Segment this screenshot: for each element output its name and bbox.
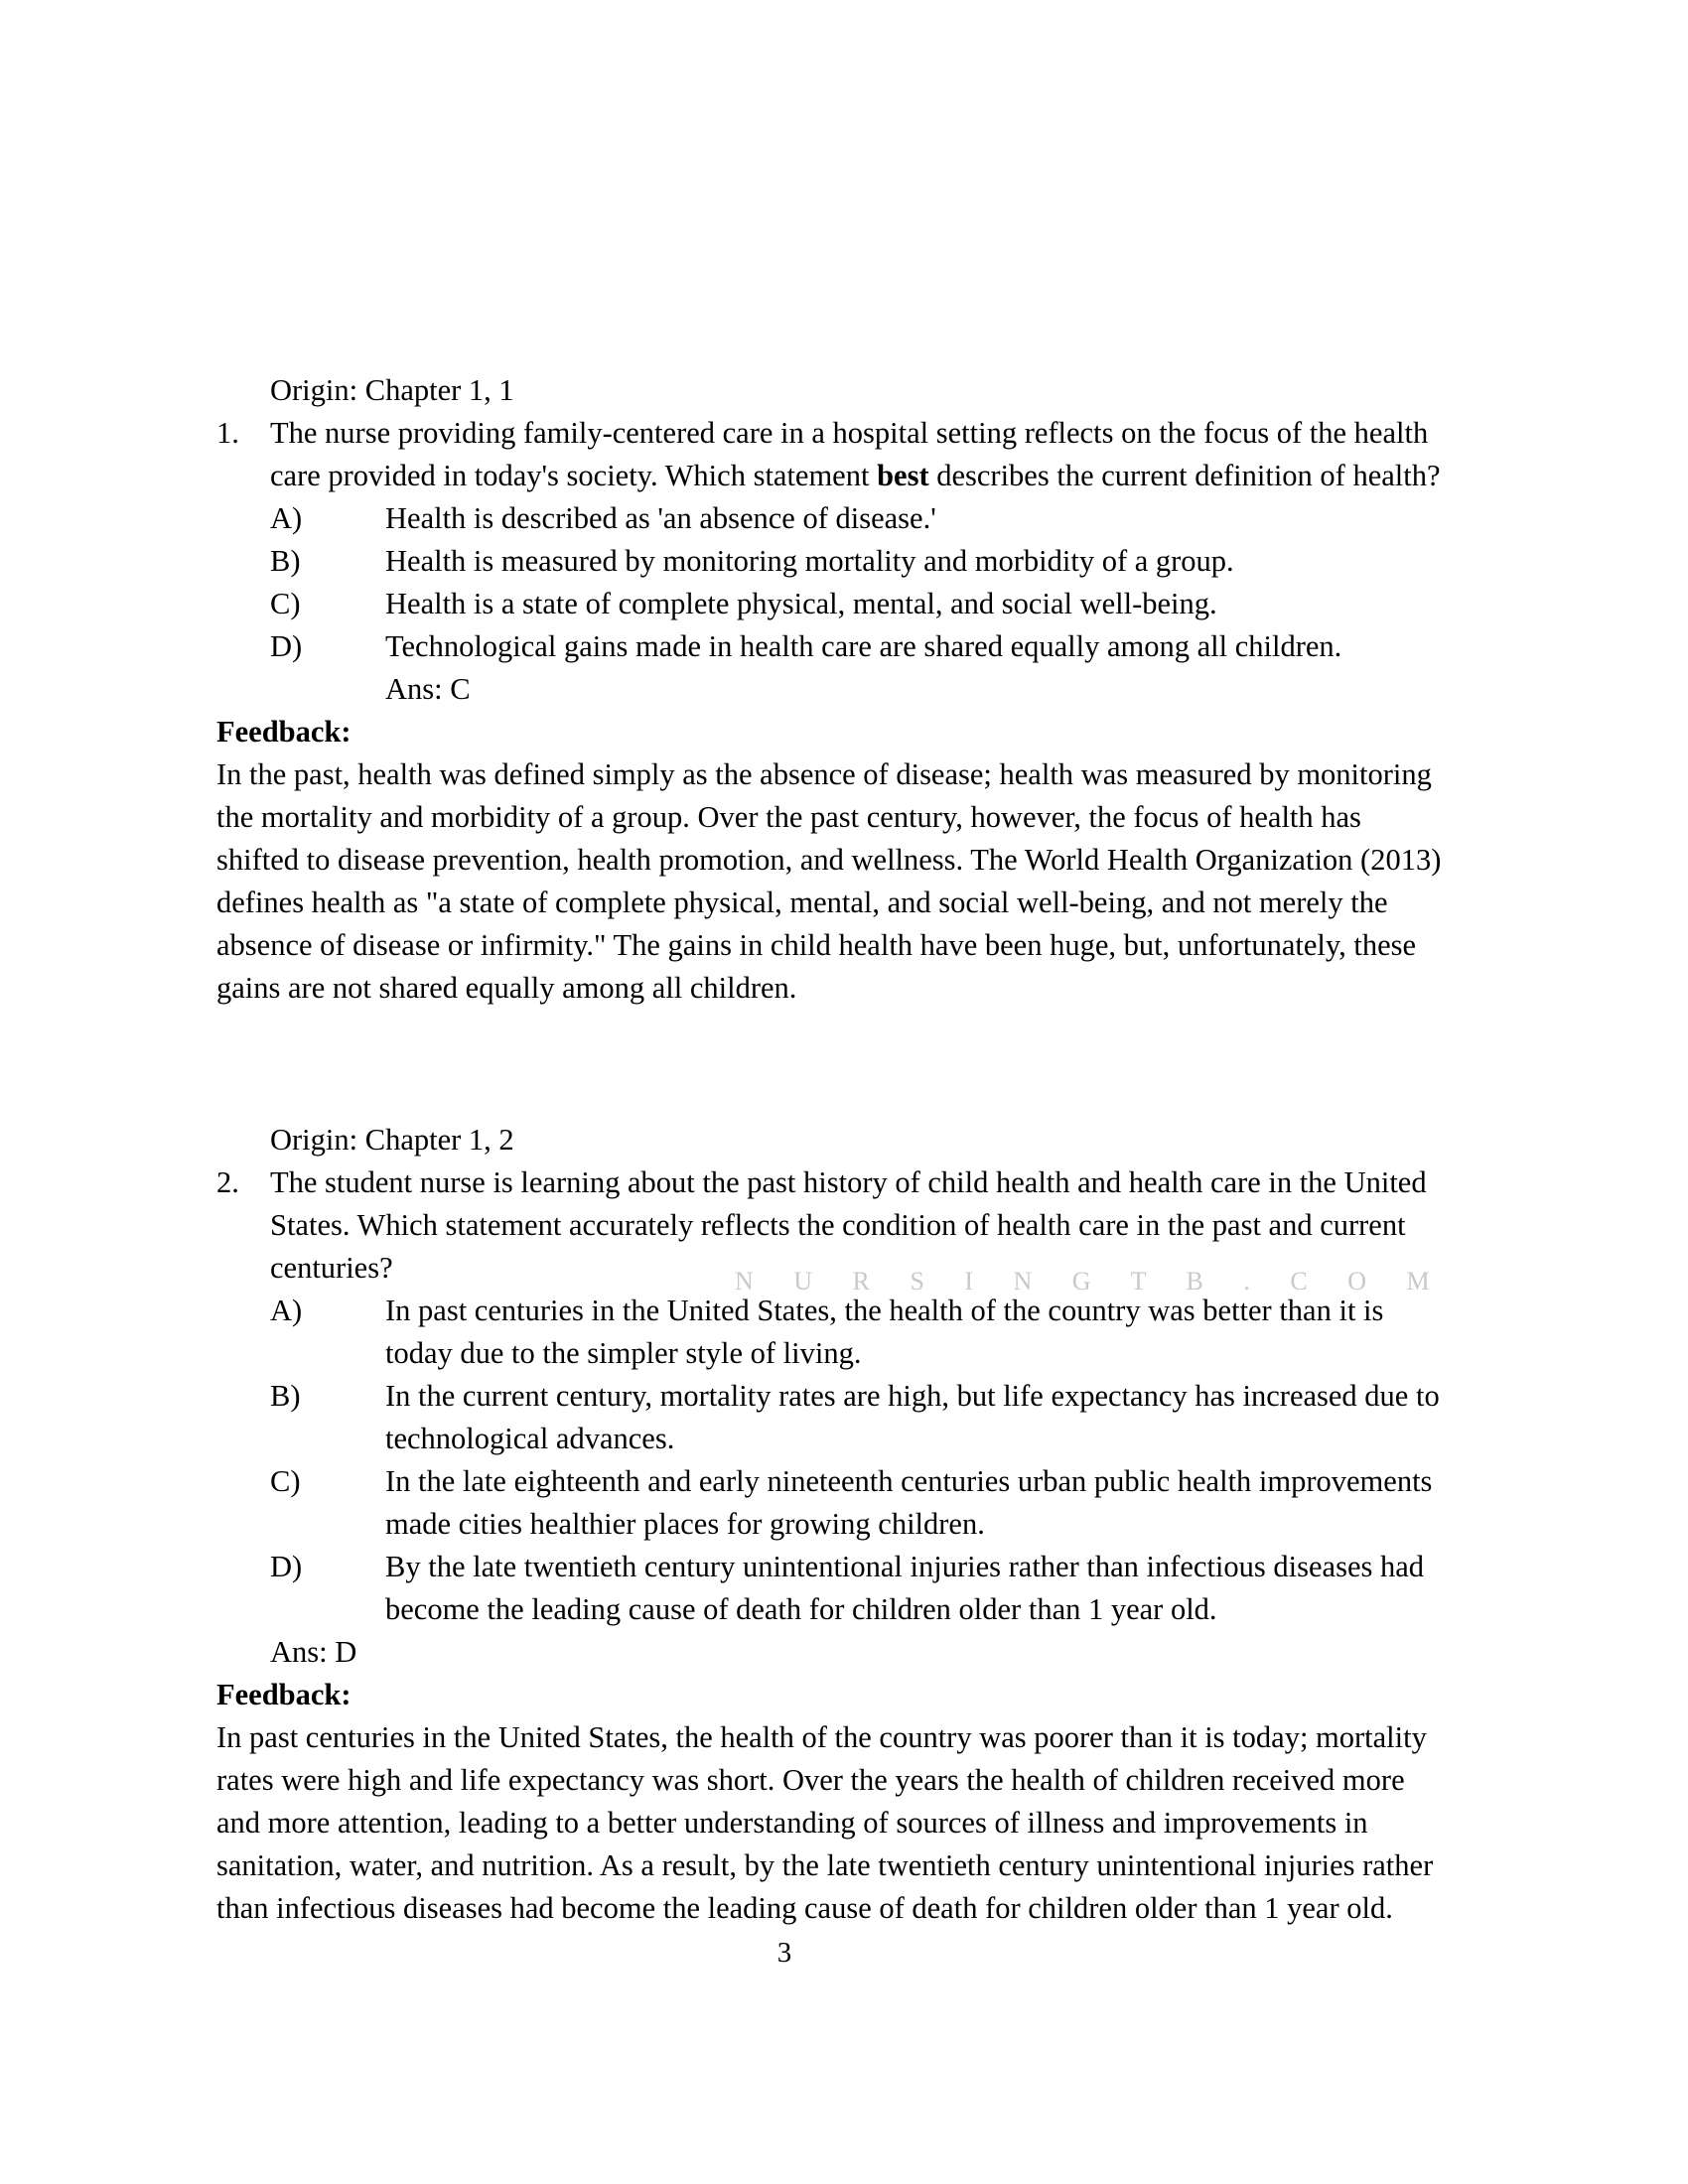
option-text: Health is measured by monitoring mortality and morbidity of a group. xyxy=(385,544,1234,578)
feedback-label: Feedback: xyxy=(216,715,352,749)
feedback-text: In past centuries in the United States, the health of the country was poorer than it is today; mortality rates were high and life expectancy was short. Over the years the health of children received more and more attention, leading to a better understanding of sources of illness and improvements in sanitation, water, and nutrition. As a result, by the late twentieth century unintentional injuries rather than infectious diseases had become the leading cause of death for children older than 1 year old. xyxy=(216,1720,1434,1925)
answer-option[interactable] xyxy=(270,1375,1446,1460)
option-letter: A) xyxy=(270,501,303,535)
option-text: Technological gains made in health care are shared equally among all children. xyxy=(385,629,1342,663)
option-text: In the current century, mortality rates are high, but life expectancy has increased due to technological advances. xyxy=(385,1379,1440,1455)
answer-option[interactable] xyxy=(270,583,1446,625)
option-letter: B) xyxy=(270,544,301,578)
answer-option[interactable] xyxy=(270,1290,1446,1375)
answer-key: Ans: C xyxy=(385,672,471,706)
question-origin: Origin: Chapter 1, 1 xyxy=(270,373,514,407)
feedback-text: In the past, health was defined simply as the absence of disease; health was measured by monitoring the mortality and morbidity of a group. Over the past century, however, the focus of health has shifted to disease prevention, health promotion, and wellness. The World Health Organization (2013) defines health as "a state of complete physical, mental, and social well-being, and not merely the absence of disease or infirmity." The gains in child health have been huge, but, unfortunately, these gains are not shared equally among all children. xyxy=(216,757,1442,1005)
answer-option[interactable] xyxy=(270,1460,1446,1546)
page-number: 3 xyxy=(776,1937,792,1969)
stem-emphasis: best xyxy=(877,459,929,492)
page-watermark: N U R S I N G T B . C O M xyxy=(735,1267,1447,1296)
option-text: In the late eighteenth and early nineteenth centuries urban public health improvements made cities healthier places for growing children. xyxy=(385,1464,1433,1541)
option-letter: D) xyxy=(270,1550,303,1583)
answer-key: Ans: D xyxy=(270,1635,357,1669)
question-stem xyxy=(216,1161,1446,1290)
option-letter: D) xyxy=(270,629,303,663)
option-letter: B) xyxy=(270,1379,301,1413)
stem-part-2: describes the current definition of health? xyxy=(928,459,1441,492)
answer-option[interactable] xyxy=(270,625,1446,668)
option-text: Health is described as 'an absence of disease.' xyxy=(385,501,936,535)
answer-options-list xyxy=(216,497,1446,668)
question-stem-text xyxy=(270,416,1441,492)
page-content xyxy=(216,369,1446,1930)
question-number: 2. xyxy=(216,1165,239,1199)
question-number: 1. xyxy=(216,416,239,450)
answer-option[interactable] xyxy=(270,1546,1446,1631)
option-letter: A) xyxy=(270,1294,303,1327)
option-letter: C) xyxy=(270,587,301,620)
question-block-1 xyxy=(216,369,1446,1010)
feedback-label: Feedback: xyxy=(216,1678,352,1711)
answer-options-list xyxy=(216,1290,1446,1631)
question-stem xyxy=(216,412,1446,497)
answer-option[interactable] xyxy=(270,540,1446,583)
option-text: Health is a state of complete physical, mental, and social well-being. xyxy=(385,587,1217,620)
stem-part-1: The nurse providing family-centered care in a hospital setting reflects on the focus of the health care provided in today's society. Which statement xyxy=(270,416,1429,492)
question-block-2 xyxy=(216,1119,1446,1930)
option-text: In past centuries in the United States, the health of the country was better than it is today due to the simpler style of living. xyxy=(385,1294,1384,1370)
option-letter: C) xyxy=(270,1464,301,1498)
section-spacer xyxy=(216,1010,1446,1119)
question-origin: Origin: Chapter 1, 2 xyxy=(270,1123,514,1157)
answer-option[interactable] xyxy=(270,497,1446,540)
option-text: By the late twentieth century unintentional injuries rather than infectious diseases had become the leading cause of death for children older than 1 year old. xyxy=(385,1550,1425,1626)
question-stem-text: The student nurse is learning about the past history of child health and health care in the United States. Which statement accurately reflects the condition of health care in the past and current centuries? xyxy=(270,1165,1427,1285)
